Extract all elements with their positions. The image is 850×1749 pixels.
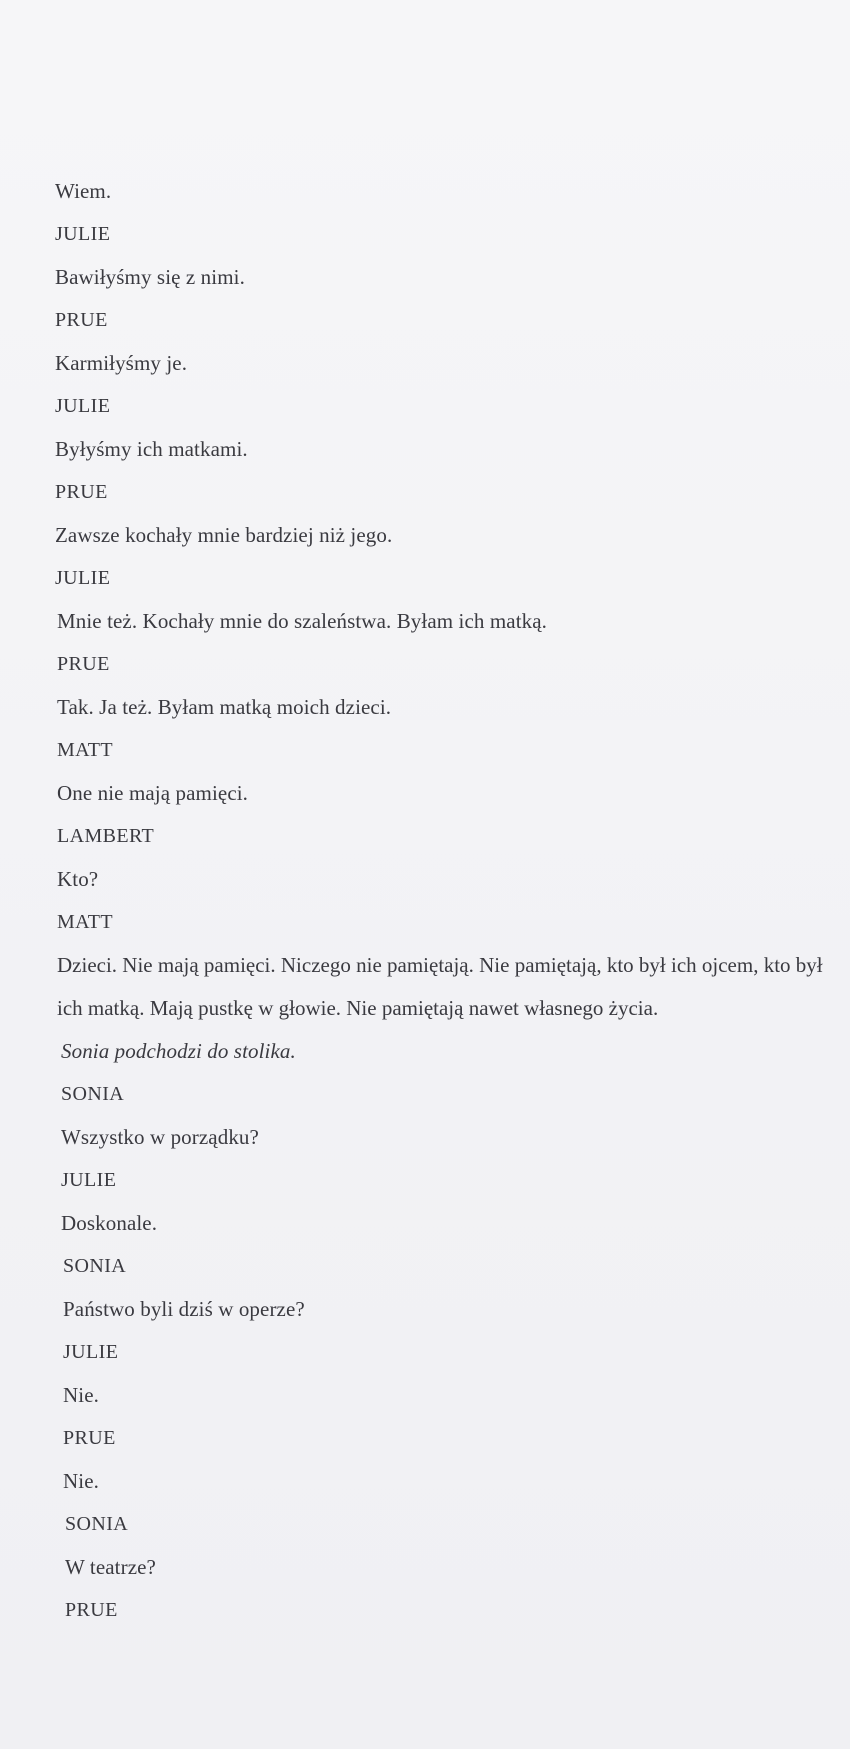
speaker-name: JULIE — [55, 395, 111, 417]
dialogue-line: Zawsze kochały mnie bardziej niż jego. — [55, 523, 393, 547]
stage-direction: Sonia podchodzi do stolika. — [61, 1039, 296, 1063]
speaker-name: JULIE — [63, 1341, 119, 1363]
dialogue-line: W teatrze? — [65, 1555, 156, 1579]
dialogue-paragraph: Dzieci. Nie mają pamięci. Niczego nie pamiętają. Nie pamiętają, kto był ich ojcem, kto był ich matką. Mają pustkę w głowie. Nie pamiętają nawet własnego życia. — [57, 953, 823, 1020]
speaker-name: JULIE — [55, 223, 111, 245]
speaker-name: JULIE — [61, 1169, 117, 1191]
speaker-name: SONIA — [65, 1513, 129, 1535]
dialogue-line: One nie mają pamięci. — [57, 781, 249, 805]
dialogue-line: Wiem. — [55, 179, 112, 203]
dialogue-line: Mnie też. Kochały mnie do szaleństwa. Byłam ich matką. — [57, 609, 548, 633]
dialogue-line: Bawiłyśmy się z nimi. — [55, 265, 245, 289]
dialogue-line: Kto? — [57, 867, 99, 891]
dialogue-line: Nie. — [63, 1383, 99, 1407]
dialogue-line: Państwo byli dziś w operze? — [63, 1297, 305, 1321]
dialogue-line: Nie. — [63, 1469, 99, 1493]
speaker-name: MATT — [57, 739, 114, 761]
speaker-name: PRUE — [55, 309, 108, 331]
speaker-name: SONIA — [61, 1083, 125, 1105]
script-text — [54, 170, 834, 1632]
speaker-name: LAMBERT — [57, 825, 155, 847]
speaker-name: JULIE — [55, 567, 111, 589]
dialogue-line: Byłyśmy ich matkami. — [55, 437, 248, 461]
dialogue-line: Wszystko w porządku? — [61, 1125, 259, 1149]
speaker-name: SONIA — [63, 1255, 127, 1277]
dialogue-line: Tak. Ja też. Byłam matką moich dzieci. — [57, 695, 392, 719]
dialogue-line: Karmiłyśmy je. — [55, 351, 188, 375]
speaker-name: MATT — [57, 911, 114, 933]
speaker-name: PRUE — [65, 1599, 118, 1621]
dialogue-line: Doskonale. — [61, 1211, 158, 1235]
speaker-name: PRUE — [55, 481, 108, 503]
speaker-name: PRUE — [57, 653, 110, 675]
speaker-name: PRUE — [63, 1427, 116, 1449]
